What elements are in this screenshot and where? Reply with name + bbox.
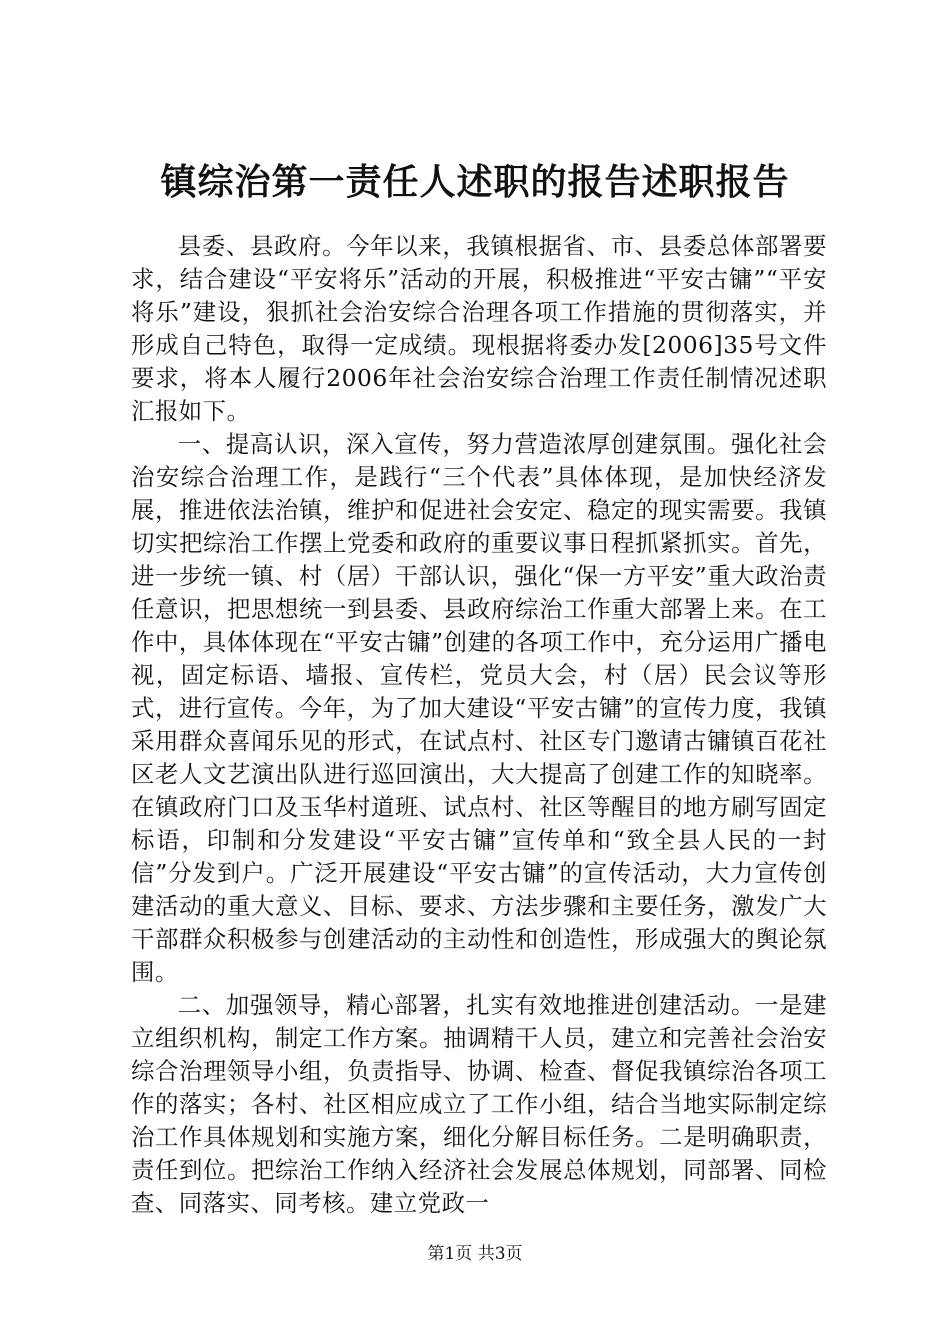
document-title: 镇综治第一责任人述职的报告述职报告 [160,161,790,203]
paragraph-section-one: 一、提高认识，深入宣传，努力营造浓厚创建氛围。强化社会治安综合治理工作，是践行“三个代表”具体体现，是加快经济发展，推进依法治镇，维护和促进社会安定、稳定的现实需要。我镇切实把综治工作摆上党委和政府的重要议事日程抓紧抓实。首先，进一步统一镇、村（居）干部认识，强化“保一方平安”重大政治责任意识，把思想统一到县委、县政府综治工作重大部署上来。在工作中，具体体现在“平安古镛”创建的各项工作中，充分运用广播电视，固定标语、墙报、宣传栏，党员大会，村（居）民会议等形式，进行宣传。今年，为了加大建设“平安古镛”的宣传力度，我镇采用群众喜闻乐见的形式，在试点村、社区专门邀请古镛镇百花社区老人文艺演出队进行巡回演出，大大提高了创建工作的知晓率。在镇政府门口及玉华村道班、试点村、社区等醒目的地方刷写固定标语，印制和分发建设“平安古镛”宣传单和“致全县人民的一封信”分发到户。广泛开展建设“平安古镛”的宣传活动，大力宣传创建活动的重大意义、目标、要求、方法步骤和主要任务，激发广大干部群众积极参与创建活动的主动性和创造性，形成强大的舆论氛围。 [131,430,827,986]
paragraph-section-two: 二、加强领导，精心部署，扎实有效地推进创建活动。一是建立组织机构，制定工作方案。抽调精干人员，建立和完善社会治安综合治理领导小组，负责指导、协调、检查、督促我镇综治各项工作的落实；各村、社区相应成立了工作小组，结合当地实际制定综治工作具体规划和实施方案，细化分解目标任务。二是明确职责，责任到位。把综治工作纳入经济社会发展总体规划，同部署、同检查、同落实、同考核。建立党政一 [131,991,827,1217]
paragraph-intro: 县委、县政府。今年以来，我镇根据省、市、县委总体部署要求，结合建设“平安将乐”活动的开展，积极推进“平安古镛”“平安将乐”建设，狠抓社会治安综合治理各项工作措施的贯彻落实，并形成自己特色，取得一定成绩。现根据将委办发[2006]35号文件要求，将本人履行2006年社会治安综合治理工作责任制情况述职汇报如下。 [131,232,827,425]
document-body [131,230,827,1220]
page-footer: 第1页 共3页 [427,1244,523,1264]
